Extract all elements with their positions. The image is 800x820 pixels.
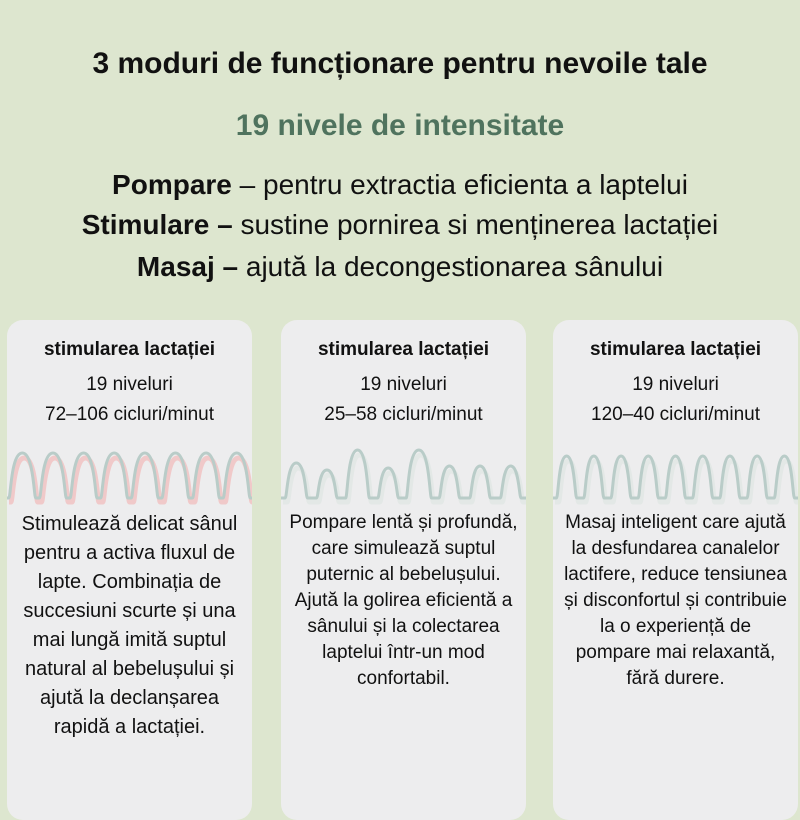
card-levels: 19 niveluri <box>86 374 173 395</box>
mode-masaj <box>0 249 800 285</box>
mode-text: sustine pornirea si menținerea lactației <box>232 209 719 240</box>
page-title: 3 moduri de funcționare pentru nevoile tale <box>92 47 708 80</box>
mode-name: Pompare <box>112 169 232 200</box>
card-title: stimularea lactației <box>43 339 216 360</box>
mode-text: – pentru extractia eficienta a laptelui <box>231 169 688 200</box>
mode-name: Stimulare – <box>81 209 233 240</box>
mode-text: ajută la decongestionarea sânului <box>238 251 664 282</box>
mode-pompare <box>0 167 800 203</box>
page-subtitle: 19 nivele de intensitate <box>235 109 565 142</box>
card-cycles: 25–58 cicluri/minut <box>324 404 483 425</box>
waveform-line <box>281 450 526 498</box>
waveform-icon <box>281 438 526 513</box>
mode-name: Masaj – <box>136 251 239 282</box>
card-title: stimularea lactației <box>589 339 762 360</box>
card-cycles: 120–40 cicluri/minut <box>591 404 760 425</box>
mode-stimulare <box>0 207 800 243</box>
card-description: Pompare lentă și profundă, care simulează suptul puternic al bebelușului. Ajută la golirea eficientă a sânului și la colectarea laptelui într-un mod confortabil. <box>289 512 518 689</box>
mode-card-1 <box>7 320 252 820</box>
card-cycles: 72–106 cicluri/minut <box>45 404 214 425</box>
waveform-icon <box>7 438 252 513</box>
card-title: stimularea lactației <box>317 339 490 360</box>
card-description: Stimulează delicat sânul pentru a activa fluxul de lapte. Combinația de succesiuni scurte și una mai lungă imită suptul natural al bebelușului și ajută la declanșarea rapidă a lactației. <box>21 513 238 738</box>
mode-card-2 <box>281 320 526 820</box>
mode-card-3 <box>553 320 798 820</box>
waveform-icon <box>553 438 798 513</box>
card-description: Masaj inteligent care ajută la desfundarea canalelor lactifere, reduce tensiunea și disconfortul și contribuie la o experiență de pompare mai relaxantă, fără durere. <box>564 512 787 689</box>
card-levels: 19 niveluri <box>360 374 447 395</box>
card-levels: 19 niveluri <box>632 374 719 395</box>
